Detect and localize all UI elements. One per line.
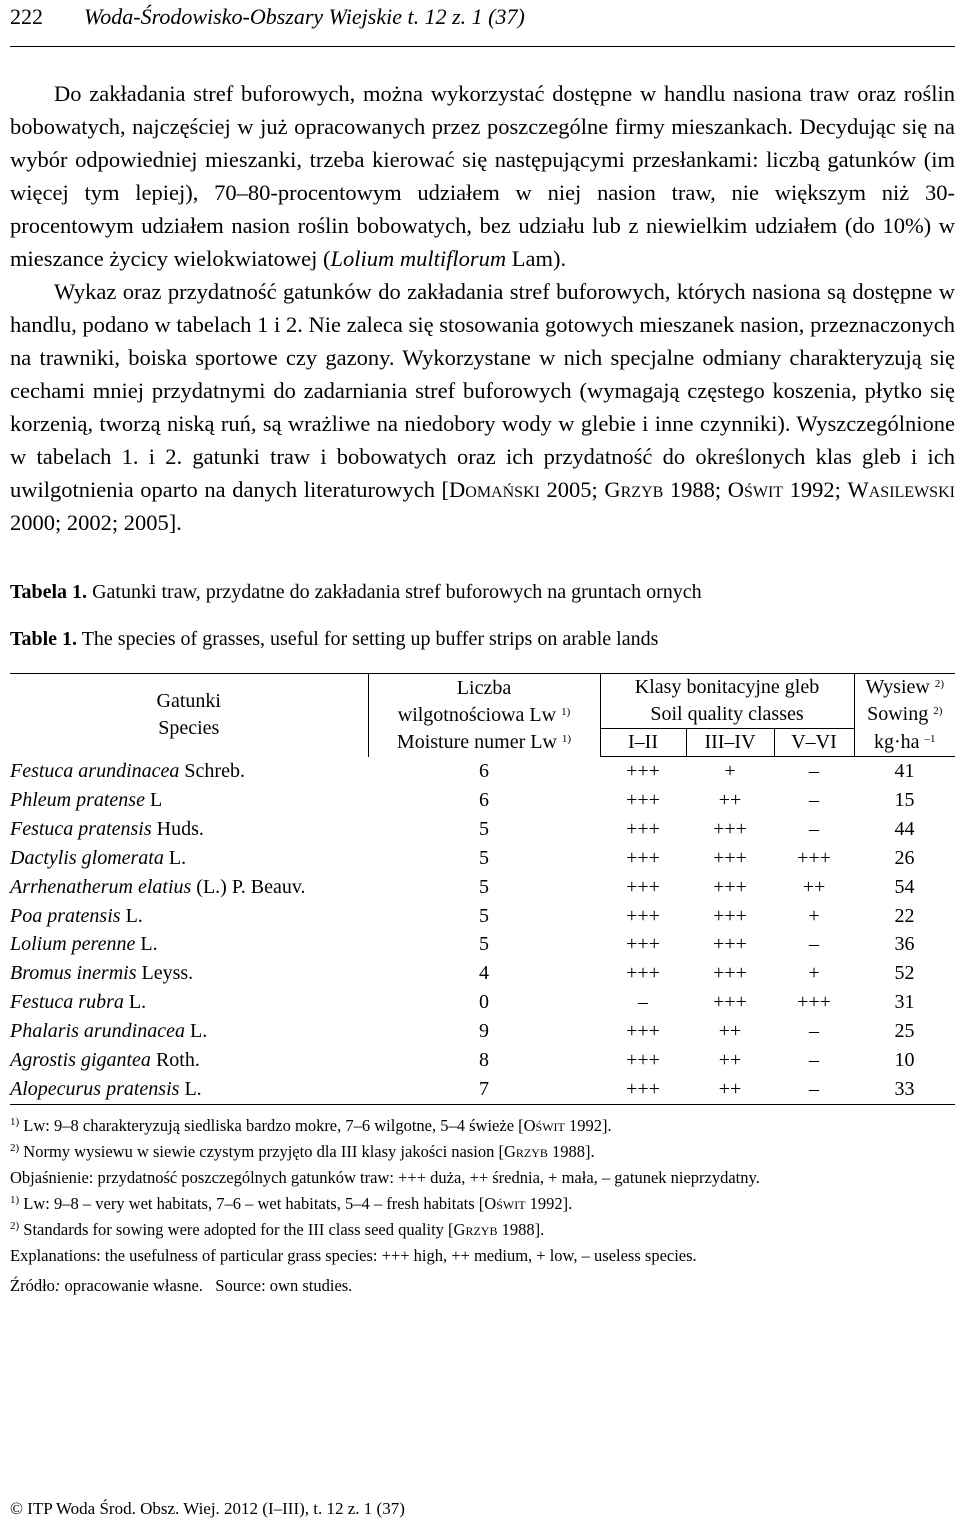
footnote-mark: 1) — [10, 1193, 20, 1206]
species-latin-name: Arrhenatherum elatius — [10, 875, 192, 898]
caption-label: Table 1. — [10, 628, 78, 650]
latin-name: Lolium multiflorum — [330, 246, 507, 271]
cell-class-1 — [600, 959, 686, 988]
species-author: Schreb. — [179, 759, 245, 782]
class-1-value: – — [638, 991, 648, 1014]
moisture-value: 5 — [479, 846, 489, 869]
citation-author: Oświt — [727, 477, 784, 502]
class-2-value: +++ — [713, 962, 747, 985]
paragraph-1-text: Do zakładania stref buforowych, można wykorzystać dostępne w handlu nasiona traw oraz roślin bobowatych, najczęściej w już opracowanych przez poszczególne firmy mieszankach. Decydując się na wybór odpowiedniej mieszanki, trzeba kierować się następującymi przesłankami: liczbą gatunków (im więcej tym lepiej), 70–80-procentowym udziałem w niej nasion traw, nie większym niż 30-procentowym udziałem nasion roślin bobowatych, bez udziału lub z niewielkim udziałem (do 10%) w mieszance życicy wielokwiatowej ( — [10, 81, 955, 271]
table-row — [10, 815, 955, 844]
cell-class-3 — [774, 757, 854, 786]
table-row — [10, 757, 955, 786]
cell-class-1 — [600, 873, 686, 902]
class-3-value: +++ — [797, 846, 831, 869]
cell-class-3 — [774, 1046, 854, 1075]
class-2-value: ++ — [718, 1020, 742, 1043]
sowing-value: 36 — [894, 933, 915, 956]
header-soil-en: Soil quality classes — [650, 703, 804, 725]
class-1-value: +++ — [626, 788, 660, 811]
sowing-value: 52 — [894, 962, 915, 985]
class-1-value: +++ — [626, 904, 660, 927]
table-row — [10, 1017, 955, 1046]
class-2-value: +++ — [713, 875, 747, 898]
cell-species — [10, 844, 368, 873]
cell-species — [10, 1075, 368, 1104]
species-latin-name: Festuca rubra — [10, 991, 124, 1014]
class-3-value: – — [809, 760, 819, 782]
citation-author: Oświt — [523, 1115, 565, 1135]
class-1-value: +++ — [626, 817, 660, 840]
journal-title: Woda-Środowisko-Obszary Wiejskie t. 12 z. 1 (37) — [84, 4, 525, 29]
species-latin-name: Festuca arundinacea — [10, 759, 180, 782]
header-species-pl: Gatunki — [156, 690, 221, 713]
cell-class-2 — [686, 1017, 774, 1046]
header-species-en: Species — [158, 717, 220, 740]
species-latin-name: Phleum pratense — [10, 788, 145, 811]
cell-class-1 — [600, 757, 686, 786]
source-label: Źródło — [10, 1275, 55, 1295]
table-row — [10, 1075, 955, 1104]
cell-class-2 — [686, 844, 774, 873]
cell-class-1 — [600, 844, 686, 873]
header-sowing-pl — [855, 674, 956, 701]
moisture-value: 0 — [479, 991, 489, 1014]
class-1-value: +++ — [626, 1049, 660, 1072]
cell-species — [10, 1017, 368, 1046]
moisture-value: 8 — [479, 1049, 489, 1072]
cell-class-2 — [686, 873, 774, 902]
source-en: Source: own studies. — [215, 1275, 353, 1295]
cell-species — [10, 1046, 368, 1075]
species-author: L. — [163, 846, 187, 869]
explanation-en: Explanations: the usefulness of particular grass species: +++ high, ++ medium, + low, – useless species. — [10, 1245, 697, 1265]
cell-class-3 — [774, 902, 854, 931]
species-author: L. — [123, 991, 147, 1014]
class-2-value: +++ — [713, 933, 747, 956]
table-row — [10, 1046, 955, 1075]
cell-class-1 — [600, 786, 686, 815]
class-2-value: + — [724, 760, 736, 782]
class-2-value: ++ — [718, 1077, 742, 1100]
cell-moisture — [368, 902, 600, 931]
cell-class-2 — [686, 1046, 774, 1075]
cell-species — [10, 873, 368, 902]
cell-class-3 — [774, 988, 854, 1017]
note-1-en — [10, 1191, 955, 1217]
running-header — [10, 0, 955, 47]
paragraph-2-text: Wykaz oraz przydatność gatunków do zakładania stref buforowych, których nasiona są dostępne w handlu, podano w tabelach 1 i 2. Nie zaleca się stosowania gotowych mieszanek nasion, przeznaczonych na trawniki, boiska sportowe czy gazony. Wykorzystane w nich specjalne odmiany charakteryzują się cechami mniej przydatnymi do zadarniania stref buforowych (wymagają częstego koszenia, płytko się korzenią, tworzą niską ruń, są wrażliwe na niedobory wody w glebie i inne czynniki). Wyszczególnione w tabelach 1. i 2. gatunki traw i bobowatych oraz ich przydatność do określonych klas gleb i ich uwilgotnienia oparto na danych literaturowych [ — [10, 279, 955, 502]
cell-moisture — [368, 873, 600, 902]
cell-class-2 — [686, 988, 774, 1017]
species-author: Huds. — [151, 817, 204, 840]
species-latin-name: Bromus inermis — [10, 962, 137, 985]
header-sowing-en — [855, 701, 956, 728]
cell-sowing — [854, 873, 955, 902]
species-latin-name: Lolium perenne — [10, 933, 136, 956]
header-sowing-pl-text: Wysiew — [865, 676, 930, 699]
source-line — [10, 1273, 955, 1299]
cell-moisture — [368, 757, 600, 786]
class-3-value: + — [808, 904, 820, 927]
cell-class-3 — [774, 786, 854, 815]
citation-year: 2000; 2002; 2005]. — [10, 510, 182, 535]
header-sowing-unit — [854, 729, 955, 757]
class-3-value: – — [809, 1020, 819, 1043]
cell-sowing — [854, 959, 955, 988]
citation-year: 1988; — [663, 477, 728, 502]
cell-sowing — [854, 988, 955, 1017]
sowing-value: 10 — [894, 1049, 915, 1072]
moisture-value: 7 — [479, 1077, 489, 1100]
citation-year: 2005; — [539, 477, 605, 502]
cell-sowing — [854, 1075, 955, 1104]
cell-species — [10, 757, 368, 786]
cell-class-1 — [600, 902, 686, 931]
note-text: Normy wysiewu w siewie czystym przyjęto dla III klasy jakości nasion [ — [19, 1141, 504, 1161]
note-text: 1988]. — [547, 1141, 595, 1161]
header-sowing-en-text: Sowing — [867, 703, 929, 726]
citation-author: Oświt — [484, 1193, 526, 1213]
paragraph-1 — [10, 77, 955, 275]
header-sowing — [854, 674, 955, 729]
citation-author: Domański — [449, 477, 540, 502]
header-soil-pl: Klasy bonitacyjne gleb — [634, 676, 820, 698]
cell-class-2 — [686, 757, 774, 786]
explanation-pl: Objaśnienie: przydatność poszczególnych gatunków traw: +++ duża, ++ średnia, + mała, – gatunek nieprzydatny. — [10, 1167, 760, 1187]
sowing-value: 22 — [894, 904, 915, 927]
cell-class-2 — [686, 959, 774, 988]
moisture-value: 5 — [479, 933, 489, 956]
header-species — [10, 674, 368, 757]
cell-sowing — [854, 1046, 955, 1075]
class-1-value: +++ — [626, 933, 660, 956]
table-row — [10, 959, 955, 988]
species-author: Roth. — [150, 1049, 200, 1072]
species-author: Leyss. — [136, 962, 194, 985]
class-3-value: – — [809, 933, 819, 956]
note-text: 1992]. — [564, 1115, 612, 1135]
source-pl: opracowanie własne. — [60, 1275, 203, 1295]
species-author: L. — [179, 1077, 202, 1100]
cell-class-2 — [686, 902, 774, 931]
unit-exponent: –1 — [924, 732, 936, 745]
citation-author: Grzyb — [453, 1219, 498, 1239]
class-1-value: +++ — [626, 875, 660, 898]
species-author: (L.) P. Beauv. — [191, 875, 306, 898]
cell-species — [10, 902, 368, 931]
cell-class-1 — [600, 988, 686, 1017]
class-1-value: +++ — [626, 1077, 660, 1100]
header-soil — [600, 674, 854, 729]
sowing-value: 15 — [894, 788, 915, 811]
class-2-value: +++ — [713, 904, 747, 927]
cell-class-2 — [686, 815, 774, 844]
note-text: Standards for sowing were adopted for the III class seed quality [ — [19, 1219, 454, 1239]
cell-class-1 — [600, 1075, 686, 1104]
species-author: L. — [120, 904, 143, 927]
moisture-value: 5 — [479, 904, 489, 927]
table-row — [10, 786, 955, 815]
page-footer: © ITP Woda Środ. Obsz. Wiej. 2012 (I–III), t. 12 z. 1 (37) — [10, 1499, 405, 1518]
citation-year: 1992; — [783, 477, 848, 502]
cell-sowing — [854, 757, 955, 786]
cell-class-3 — [774, 815, 854, 844]
citation-author: Wasilewski — [847, 477, 955, 502]
species-latin-name: Phalaris arundinacea — [10, 1020, 185, 1043]
species-latin-name: Agrostis gigantea — [10, 1049, 151, 1072]
footnote-mark: 1) — [561, 732, 572, 745]
cell-species — [10, 959, 368, 988]
species-latin-name: Dactylis glomerata — [10, 846, 164, 869]
table-row — [10, 988, 955, 1017]
cell-sowing — [854, 844, 955, 873]
header-moisture — [368, 674, 600, 757]
sowing-value: 54 — [894, 875, 915, 898]
note-1-pl — [10, 1113, 955, 1139]
cell-sowing — [854, 902, 955, 931]
caption-text: The species of grasses, useful for setting up buffer strips on arable lands — [77, 628, 659, 650]
citation-author: Grzyb — [503, 1141, 548, 1161]
cell-class-3 — [774, 844, 854, 873]
cell-class-1 — [600, 1046, 686, 1075]
cell-moisture — [368, 844, 600, 873]
moisture-value: 5 — [479, 875, 489, 898]
cell-class-1 — [600, 1017, 686, 1046]
cell-class-3 — [774, 1017, 854, 1046]
table-notes — [10, 1113, 955, 1299]
class-2-value: +++ — [713, 991, 747, 1014]
species-table — [10, 673, 955, 1105]
cell-sowing — [854, 1017, 955, 1046]
header-moisture-text: wilgotnościowa Lw — [397, 703, 557, 726]
caption-en — [10, 626, 955, 652]
cell-class-3 — [774, 930, 854, 959]
footnote-mark: 2) — [10, 1219, 20, 1232]
cell-class-1 — [600, 815, 686, 844]
cell-sowing — [854, 930, 955, 959]
class-1-value: +++ — [626, 1020, 660, 1043]
cell-class-2 — [686, 1075, 774, 1104]
sowing-value: 41 — [894, 760, 915, 782]
paragraph-1-end: Lam). — [506, 246, 567, 271]
moisture-value: 6 — [479, 788, 489, 811]
note-text: Lw: 9–8 charakteryzują siedliska bardzo mokre, 7–6 wilgotne, 5–4 świeże [ — [19, 1115, 524, 1135]
cell-species — [10, 988, 368, 1017]
citation-author: Grzyb — [604, 477, 664, 502]
class-2-value: ++ — [718, 1049, 742, 1072]
class-1-value: +++ — [626, 962, 660, 985]
class-2-value: +++ — [713, 817, 747, 840]
body-text — [10, 77, 955, 539]
species-latin-name: Alopecurus pratensis — [10, 1077, 180, 1100]
class-3-value: – — [809, 1049, 819, 1072]
table-captions — [10, 579, 955, 652]
cell-class-3 — [774, 959, 854, 988]
cell-class-2 — [686, 930, 774, 959]
note-2-en — [10, 1217, 955, 1243]
cell-class-3 — [774, 1075, 854, 1104]
cell-moisture — [368, 815, 600, 844]
sowing-value: 44 — [894, 817, 915, 840]
sowing-value: 26 — [894, 846, 915, 869]
cell-moisture — [368, 1017, 600, 1046]
footnote-mark: 1) — [10, 1115, 20, 1128]
page — [10, 0, 955, 1299]
unit-text: kg·ha — [873, 730, 920, 753]
cell-sowing — [854, 815, 955, 844]
note-text: 1988]. — [497, 1219, 545, 1239]
table-row — [10, 873, 955, 902]
sowing-value: 25 — [894, 1020, 915, 1043]
cell-moisture — [368, 1046, 600, 1075]
header-moisture-en-text: Moisture numer Lw — [396, 730, 557, 753]
table-row — [10, 930, 955, 959]
footnote-mark: 2) — [933, 705, 943, 718]
species-author: L. — [185, 1020, 208, 1043]
cell-class-3 — [774, 873, 854, 902]
header-class-2: III–IV — [686, 729, 774, 757]
footnote-mark: 1) — [561, 705, 571, 718]
species-author: L. — [135, 933, 158, 956]
cell-class-1 — [600, 930, 686, 959]
cell-sowing — [854, 786, 955, 815]
header-class-3: V–VI — [774, 729, 854, 757]
header-moisture-en — [369, 729, 600, 756]
table-row — [10, 902, 955, 931]
table-row — [10, 844, 955, 873]
note-text: 1992]. — [525, 1193, 573, 1213]
caption-label: Tabela 1. — [10, 581, 88, 603]
caption-text: Gatunki traw, przydatne do zakładania stref buforowych na gruntach ornych — [87, 581, 702, 603]
page-number: 222 — [10, 4, 43, 29]
header-moisture-pl: Liczba — [456, 676, 512, 699]
footnote-mark: 2) — [10, 1141, 20, 1154]
note-2-pl — [10, 1139, 955, 1165]
class-2-value: +++ — [713, 846, 747, 869]
moisture-value: 9 — [479, 1020, 489, 1043]
class-2-value: ++ — [718, 788, 742, 811]
class-3-value: – — [809, 817, 819, 840]
sowing-value: 31 — [894, 991, 915, 1014]
cell-moisture — [368, 1075, 600, 1104]
moisture-value: 5 — [479, 817, 489, 840]
caption-pl — [10, 579, 955, 605]
species-latin-name: Festuca pratensis — [10, 817, 152, 840]
class-1-value: +++ — [626, 846, 660, 869]
cell-species — [10, 786, 368, 815]
cell-moisture — [368, 930, 600, 959]
cell-moisture — [368, 988, 600, 1017]
paragraph-2 — [10, 275, 955, 539]
species-latin-name: Poa pratensis — [10, 904, 121, 927]
footnote-mark: 2) — [934, 678, 944, 691]
header-moisture-pl2 — [369, 702, 600, 729]
header-class-1: I–II — [600, 729, 686, 757]
species-author: L — [144, 788, 163, 811]
class-3-value: ++ — [802, 875, 826, 898]
class-3-value: +++ — [797, 991, 831, 1014]
class-1-value: +++ — [626, 760, 660, 782]
cell-class-2 — [686, 786, 774, 815]
cell-moisture — [368, 786, 600, 815]
source-colon: : — [54, 1275, 61, 1295]
class-3-value: + — [808, 962, 820, 985]
class-3-value: – — [809, 1077, 819, 1100]
note-text: Lw: 9–8 – very wet habitats, 7–6 – wet habitats, 5–4 – fresh habitats [ — [19, 1193, 485, 1213]
moisture-value: 4 — [479, 962, 489, 985]
sowing-value: 33 — [894, 1077, 915, 1100]
class-3-value: – — [809, 788, 819, 811]
cell-moisture — [368, 959, 600, 988]
moisture-value: 6 — [479, 759, 489, 782]
cell-species — [10, 815, 368, 844]
cell-species — [10, 930, 368, 959]
